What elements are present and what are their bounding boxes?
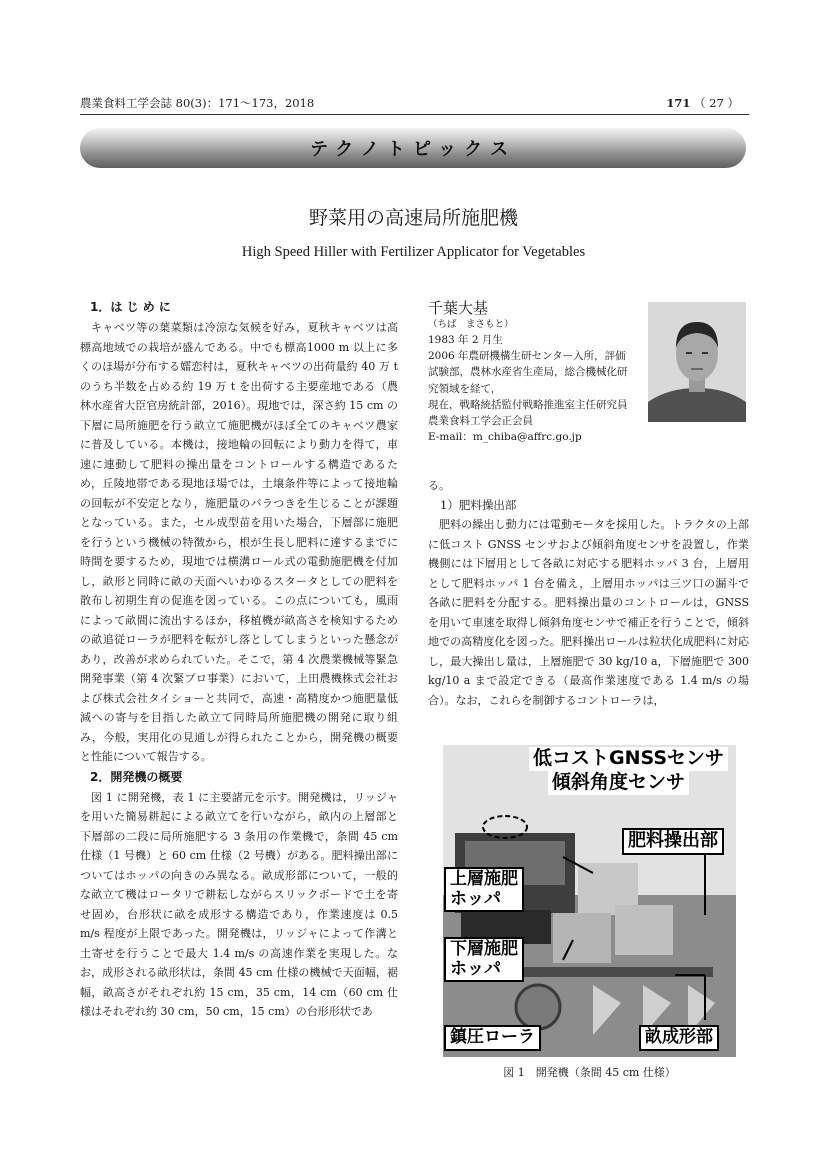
label-lower-hopper-line1: 下層施肥 (450, 939, 518, 959)
label-lower-hopper-line2: ホッパ (450, 958, 501, 979)
author-portrait-graphic (648, 302, 746, 422)
author-reading: （ちば まさもと） (428, 319, 514, 330)
label-ridge-former (639, 1025, 719, 1051)
journal-citation: 農業食料工学会誌 80(3)：171～173，2018 (80, 96, 315, 110)
page-number-sub: （ 27 ） (694, 96, 739, 110)
author-current: 現在，戦略統括監付戦略推進室主任研究員 (428, 398, 628, 411)
section-heading-overview: 2．開発機の概要 (90, 769, 183, 784)
author-email: E-mail：m_chiba@affrc.go.jp (428, 431, 582, 444)
label-upper-hopper-line1: 上層施肥 (450, 869, 518, 889)
label-fertilizer-feeder (622, 828, 724, 855)
article-title-en: High Speed Hiller with Fertilizer Applicator for Vegetables (241, 244, 586, 260)
label-gnss-text: 低コストGNSSセンサ (533, 747, 725, 769)
category-label: テクノトピックス (309, 139, 517, 160)
label-feeder-text: 肥料操出部 (628, 830, 718, 851)
author-career: 2006 年農研機構生研センター入所，評価試験部，農林水産省生産局，総合機械化研究領域を経て， (428, 350, 628, 395)
subsection-heading-feeder: 1）肥料操出部 (440, 497, 517, 512)
header-rule (80, 114, 749, 115)
page-number-main: 171 (666, 96, 691, 110)
right-column (428, 297, 749, 710)
left-column (80, 297, 398, 1022)
label-gnss-sensor (529, 747, 728, 771)
figure-photo (443, 745, 736, 1057)
label-upper-hopper-line2: ホッパ (450, 888, 501, 909)
label-ridger-text: 畝成形部 (645, 1027, 713, 1047)
page-number (666, 95, 739, 111)
label-roller-text: 鎮圧ローラ (450, 1027, 535, 1047)
label-lower-hopper (444, 937, 524, 982)
author-born: 1983 年 2 月生 (428, 334, 503, 346)
author-photo (648, 302, 746, 422)
section-heading-intro: 1．は じ め に (90, 300, 171, 314)
label-upper-hopper (444, 867, 524, 912)
category-banner (80, 128, 746, 168)
author-bio (428, 298, 749, 476)
intro-paragraph: キャベツ等の葉菜類は冷涼な気候を好み，夏秋キャベツは高標高地域での栽培が盛んである。中でも標高1000 m 以上に多くのほ場が分布する嬬恋村は，夏秋キャベツの出荷量約 40 万 t のうち半数を占める約 19 万 t を出荷する主要産地である（農林水産省大臣官房統計部，2016）。現地では，深さ約 15 cm の下層に局所施肥を行う畝立て施肥機がほぼ全てのキャベツ農家に普及している。本機は，接地輪の回転により動力を得て，車速に連動して肥料の操出量をコントロールする構造であるため，丘陵地帯である現地ほ場では，土壌条件等によって接地輪の回転が不安定となり，施肥量のバラつきを生じることが課題となっている。また，セル成型苗を用いた場合，下層部に施肥を行うという機械の特徴から，根が生長し肥料に達するまでに時間を要するため，現地では横溝ロール式の電動施肥機を付加し，畝形と同時に畝の天面へいわゆるスタータとしての肥料を散布し初期生育の促進を図っている。この点についても，風雨によって畝間に流出するほか，移植機が畝高さを検知するための畝追従ローラが肥料を転がし落としてしまうといった懸念があり，改善が求められていた。そこで，第 4 次農業機械等緊急開発事業（第 4 次緊プロ事業）において，上田農機株式会社および株式会社タイショーと共同で，高速・高精度かつ施肥量低減への寄与を目指した畝立て同時局所施肥機の開発に取り組み，今般，実用化の見通しが得られたことから，開発機の概要と性能について報告する。 (80, 321, 398, 763)
label-tilt-sensor (548, 771, 689, 795)
overview-continuation: る。 (428, 479, 450, 492)
author-membership: 農業食料工学会正会員 (428, 415, 533, 428)
figure-caption: 図 1 開発機（条間 45 cm 仕様） (503, 1066, 676, 1079)
article-title-ja: 野菜用の高速局所施肥機 (308, 207, 518, 229)
label-tilt-text: 傾斜角度センサ (552, 771, 686, 793)
feeder-paragraph: 肥料の繰出し動力には電動モータを採用した。トラクタの上部に低コスト GNSS センサおよび傾斜角度センサを設置し，作業機側には下層用として各畝に対応する肥料ホッパ 3 台，上層用として肥料ホッパ 1 台を備え，上層用ホッパは三ツ口の漏斗で各畝に肥料を分配する。肥料操出量のコントロールは，GNSS を用いて車速を取得し傾斜角度センサで補正を行うことで，傾斜地での高精度化を図った。肥料操出ロールは粒状化成肥料に対応し，最大操出し量は，上層施肥で 30 kg/10 a，下層施肥で 300 kg/10 a まで設定できる（最高作業速度である 1.4 m/s の場合）。なお，これらを制御するコントローラは， (428, 518, 749, 707)
label-press-roller (444, 1025, 541, 1051)
overview-paragraph: 図 1 に開発機，表 1 に主要諸元を示す。開発機は，リッジャを用いた簡易耕起による畝立てを行いながら，畝内の上層部と下層部の二段に局所施肥する 3 条用の作業機で，条間 45 cm 仕様（1 号機）と 60 cm 仕様（2 号機）がある。肥料操出部についてはホッパの向きのみ異なる。畝成形部について，一般的な畝立て機はロータリで耕耘しながらスリックボードで土を寄せ固め，台形状に畝を成形する構造であり，作業速度は 0.5 m/s 程度が上限であった。開発機は，リッジャによって作溝と土寄せを行うことで最大 1.4 m/s の高速作業を実現した。なお，成形される畝形状は，条間 45 cm 仕様の機械で天面幅，裾幅，畝高さがそれぞれ約 15 cm，35 cm，14 cm（60 cm 仕様はそれぞれ約 30 cm，50 cm，15 cm）の台形形状であ (80, 790, 398, 1018)
author-name: 千葉大基 (428, 299, 489, 317)
